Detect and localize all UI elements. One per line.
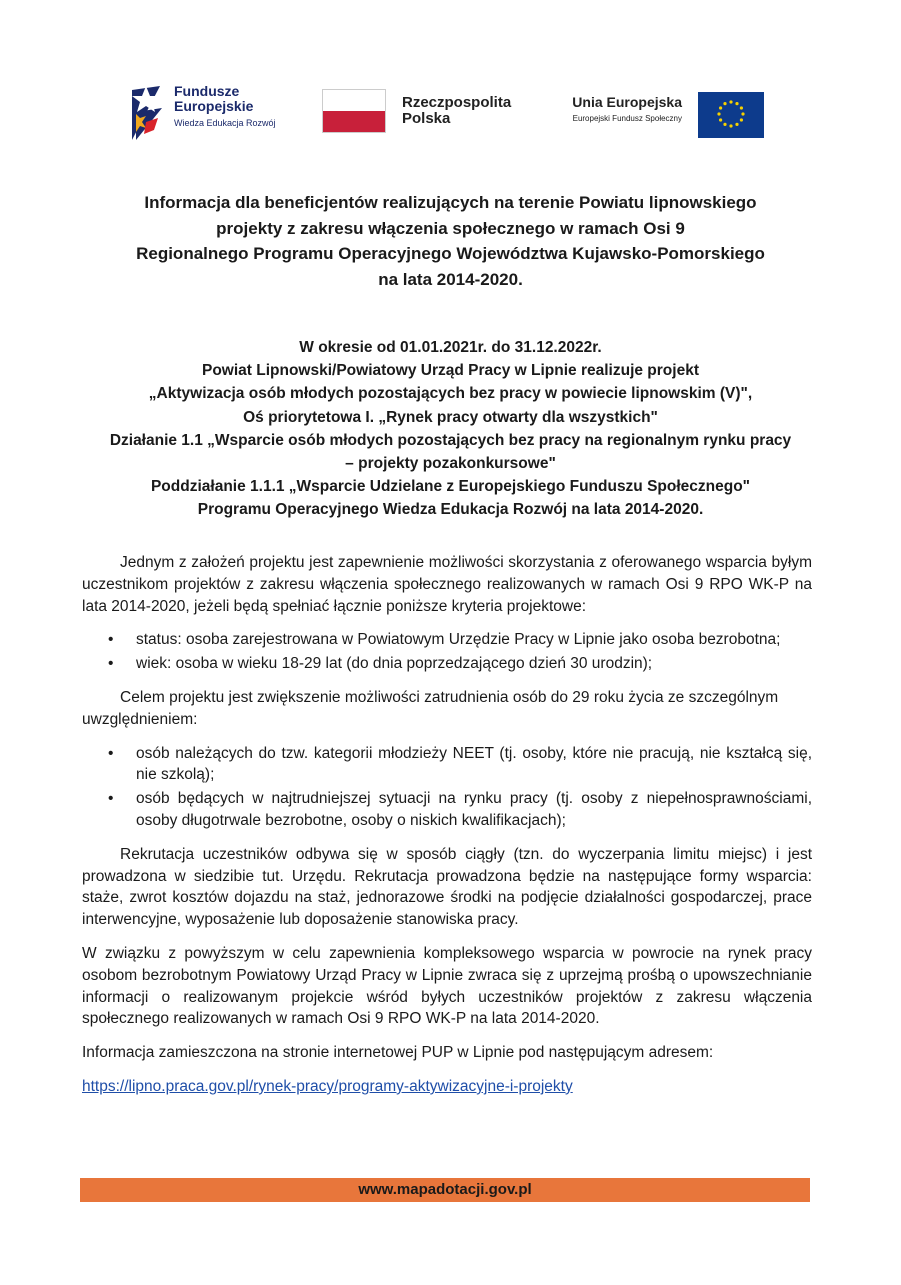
unia-europejska-logo xyxy=(548,92,764,142)
title-line: na lata 2014-2020. xyxy=(378,269,523,289)
bullet-icon: • xyxy=(108,790,114,808)
subtitle-line: Poddziałanie 1.1.1 „Wsparcie Udzielane z Europejskiego Funduszu Społecznego" xyxy=(150,478,751,496)
target-groups-list xyxy=(82,743,812,832)
bullet-icon: • xyxy=(108,744,114,762)
fundusze-europejskie-logo xyxy=(132,82,302,142)
footer-bar xyxy=(80,1178,810,1202)
list-item xyxy=(82,653,812,675)
list-item xyxy=(82,629,812,651)
polish-flag-icon xyxy=(322,89,386,133)
document-body xyxy=(82,552,812,1110)
logo-bar xyxy=(0,80,901,150)
subtitle-line: Programu Operacyjnego Wiedza Edukacja Rozwój na lata 2014-2020. xyxy=(197,501,704,519)
list-item-text: status: osoba zarejestrowana w Powiatowym Urzędzie Pracy w Lipnie jako osoba bezrobotna; xyxy=(136,631,781,649)
eu-flag-icon xyxy=(698,92,764,138)
subtitle-line: Powiat Lipnowski/Powiatowy Urząd Pracy w Lipnie realizuje projekt xyxy=(202,362,699,380)
fe-logo-line2: Europejskie xyxy=(174,98,254,114)
body-paragraph: Celem projektu jest zwiększenie możliwości zatrudnienia osób do 29 roku życia ze szczególnym uwzględnieniem: xyxy=(82,688,779,728)
project-link[interactable]: https://lipno.praca.gov.pl/rynek-pracy/programy-aktywizacyjne-i-projekty xyxy=(82,1077,573,1095)
rp-logo-line1: Rzeczpospolita xyxy=(402,94,512,111)
title-line: projekty z zakresu włączenia społecznego w ramach Osi 9 xyxy=(216,218,685,238)
criteria-list xyxy=(82,629,812,675)
list-item-text: osób będących w najtrudniejszej sytuacji na rynku pracy (tj. osoby z niepełnosprawnościami, osoby długotrwale bezrobotne, osoby o niskich kwalifikacjach); xyxy=(136,790,812,829)
rp-logo-line2: Polska xyxy=(402,110,451,127)
fe-logo-line1: Fundusze xyxy=(174,83,240,99)
list-item xyxy=(82,743,812,787)
body-paragraph: Informacja zamieszczona na stronie internetowej PUP w Lipnie pod następującym adresem: xyxy=(82,1044,714,1062)
body-paragraph: Rekrutacja uczestników odbywa się w sposób ciągły (tzn. do wyczerpania limitu miejsc) i jest prowadzona w siedzibie tut. Urzędu. Rekrutacja prowadzona będzie na następujące formy wsparcia: staże, zwrot kosztów dojazdu na staż, jednorazowe środki na podjęcie działalności gospodarczej, prace interwencyjne, wyposażenie lub doposażenie stanowiska pracy. xyxy=(82,845,812,929)
subtitle-line: W okresie od 01.01.2021r. do 31.12.2022r. xyxy=(299,339,602,356)
title-line: Informacja dla beneficjentów realizujących na terenie Powiatu lipnowskiego xyxy=(144,193,757,212)
project-description xyxy=(80,336,821,522)
fe-logo-tagline: Wiedza Edukacja Rozwój xyxy=(174,118,276,128)
fundusze-europejskie-icon xyxy=(132,82,168,140)
footer-url[interactable]: www.mapadotacji.gov.pl xyxy=(358,1181,532,1198)
bullet-icon: • xyxy=(108,655,114,673)
rzeczpospolita-polska-logo xyxy=(322,89,522,139)
subtitle-line: Oś priorytetowa I. „Rynek pracy otwarty dla wszystkich" xyxy=(243,408,658,426)
body-paragraph: W związku z powyższym w celu zapewnienia kompleksowego wsparcia w powrocie na rynek pracy osobom bezrobotnym Powiatowy Urząd Pracy w Lipnie zwraca się z uprzejmą prośbą o upowszechnianie informacji o realizowanym projekcie wśród byłych uczestników projektów z zakresu włączenia społecznego realizowanych w ramach Osi 9 RPO WK-P na lata 2014-2020. xyxy=(82,944,812,1028)
ue-logo-title: Unia Europejska xyxy=(572,94,682,110)
subtitle-line: Działanie 1.1 „Wsparcie osób młodych pozostających bez pracy na regionalnym rynku pracy xyxy=(109,431,792,449)
bullet-icon: • xyxy=(108,631,114,649)
list-item-text: wiek: osoba w wieku 18-29 lat (do dnia poprzedzającego dzień 30 urodzin); xyxy=(136,655,653,673)
ue-logo-subtitle: Europejski Fundusz Społeczny xyxy=(572,114,682,123)
list-item xyxy=(82,788,812,832)
title-line: Regionalnego Programu Operacyjnego Województwa Kujawsko-Pomorskiego xyxy=(136,244,765,263)
subtitle-line: – projekty pozakonkursowe" xyxy=(345,455,556,473)
document-title xyxy=(100,190,801,292)
body-paragraph: Jednym z założeń projektu jest zapewnienie możliwości skorzystania z oferowanego wsparcia byłym uczestnikom projektów z zakresu włączenia społecznego realizowanych w ramach Osi 9 RPO WK-P na lata 2014-2020, jeżeli będą spełniać łącznie poniższe kryteria projektowe: xyxy=(82,554,812,615)
subtitle-line: „Aktywizacja osób młodych pozostających bez pracy w powiecie lipnowskim (V)", xyxy=(148,385,753,403)
list-item-text: osób należących do tzw. kategorii młodzieży NEET (tj. osoby, które nie pracują, nie kształcą się, nie szkolą); xyxy=(136,744,812,784)
